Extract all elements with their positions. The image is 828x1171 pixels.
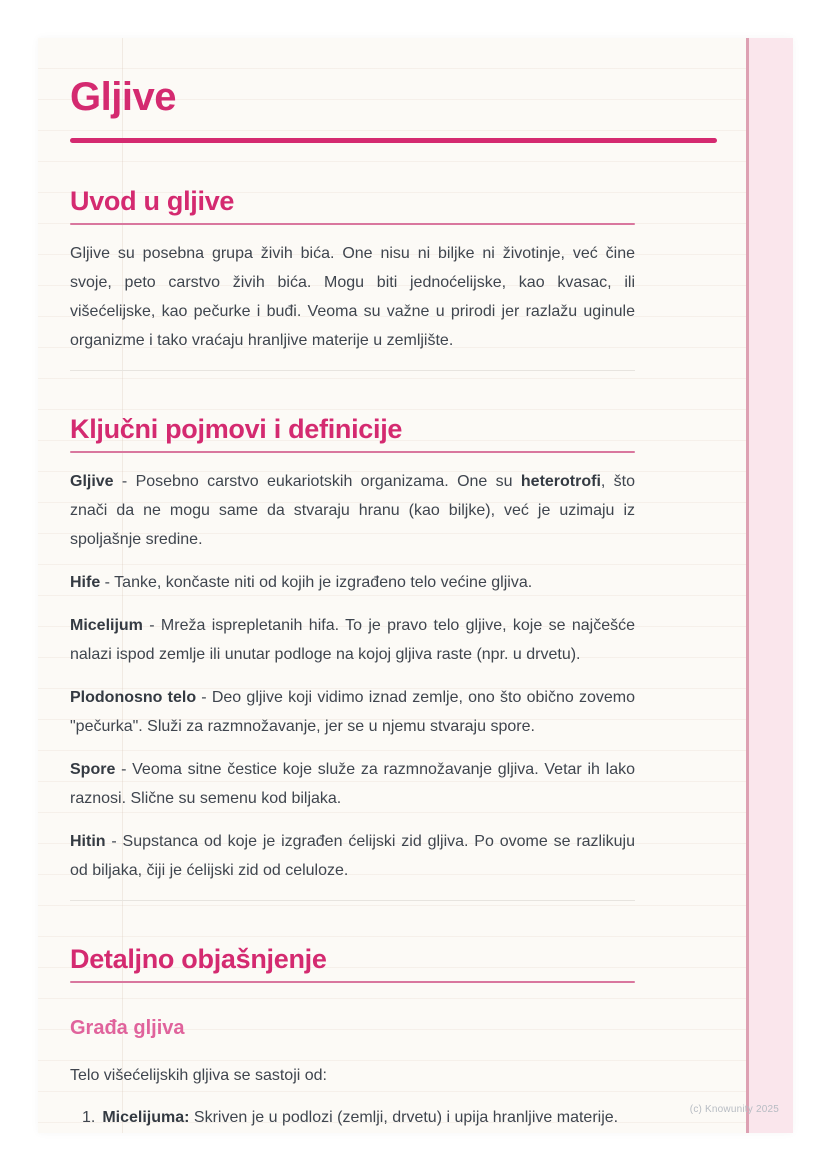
definition-paragraph	[70, 683, 635, 741]
section-heading-key-terms: Ključni pojmovi i definicije	[70, 414, 403, 444]
text-segment: - Supstanca od koje je izgrađen ćelijski zid gljiva. Po ovome se razlikuju od biljaka, čiji je ćelijski zid od celuloze.	[70, 833, 635, 879]
bold-text-segment: heterotrofi	[520, 473, 601, 490]
text-segment: , što znači da ne mogu same da stvaraju hranu (kao biljke), već je uzimaju iz spoljašnje sredine.	[70, 473, 636, 548]
bold-text-segment: Micelijum	[70, 617, 143, 634]
heading-underline	[70, 223, 635, 225]
bold-text-segment: Micelijuma:	[102, 1109, 190, 1126]
document-content	[38, 38, 793, 1131]
text-segment: - Mreža isprepletanih hifa. To je pravo telo gljive, koje se najčešće nalazi ispod zemlje ili unutar podloge na kojoj gljiva raste (npr. u drvetu).	[70, 617, 635, 663]
lead-paragraph: Telo višećelijskih gljiva se sastoji od:	[70, 1067, 327, 1084]
intro-paragraph: Gljive su posebna grupa živih bića. One nisu ni biljke ni životinje, već čine svoje, peto carstvo živih bića. Mogu biti jednoćelijske, kao kvasac, ili višećelijske, kao pečurke i buđi. Veoma su važne u prirodi jer razlažu uginule organizme i tako vraćaju hranljive materije u zemljište.	[70, 245, 635, 349]
section-heading-intro: Uvod u gljive	[70, 186, 235, 216]
bold-text-segment: Hife	[70, 574, 101, 591]
heading-underline	[70, 451, 635, 453]
bold-text-segment: Gljive	[70, 473, 114, 490]
list-item	[70, 1105, 645, 1131]
text-segment: - Posebno carstvo eukariotskih organizama. One su	[113, 473, 521, 490]
definition-paragraph	[70, 568, 635, 597]
list-item-marker: 1.	[82, 1109, 96, 1126]
page-title: Gljive	[70, 75, 176, 119]
text-segment: - Deo gljive koji vidimo iznad zemlje, ono što obično zovemo "pečurka". Služi za razmnožavanje, jer se u njemu stvaraju spore.	[70, 689, 635, 735]
list-item-text	[102, 1105, 618, 1131]
section-divider	[70, 900, 635, 901]
definition-paragraph	[70, 827, 635, 885]
section-heading-detail: Detaljno objašnjenje	[70, 944, 327, 974]
subsection-heading-grada-gljiva: Građa gljiva	[70, 1017, 185, 1039]
text-segment: - Tanke, končaste niti od kojih je izgrađeno telo većine gljiva.	[100, 574, 533, 591]
definition-paragraph	[70, 755, 635, 813]
numbered-list	[70, 1105, 645, 1131]
decorative-right-strip	[746, 38, 793, 1133]
section-divider	[70, 370, 635, 371]
text-segment: Skriven je u podlozi (zemlji, drvetu) i upija hranljive materije.	[189, 1109, 619, 1126]
document-page	[38, 38, 793, 1133]
definition-paragraph	[70, 467, 635, 554]
copyright-watermark: (c) Knowunity 2025	[689, 1104, 779, 1115]
bold-text-segment: Hitin	[70, 833, 106, 850]
bold-text-segment: Spore	[70, 761, 116, 778]
definition-paragraph	[70, 611, 635, 669]
text-segment: - Veoma sitne čestice koje služe za razmnožavanje gljiva. Vetar ih lako raznosi. Slične su semenu kod biljaka.	[70, 761, 635, 807]
heading-underline	[70, 981, 635, 983]
bold-text-segment: Plodonosno telo	[70, 689, 197, 706]
title-rule	[70, 138, 717, 143]
